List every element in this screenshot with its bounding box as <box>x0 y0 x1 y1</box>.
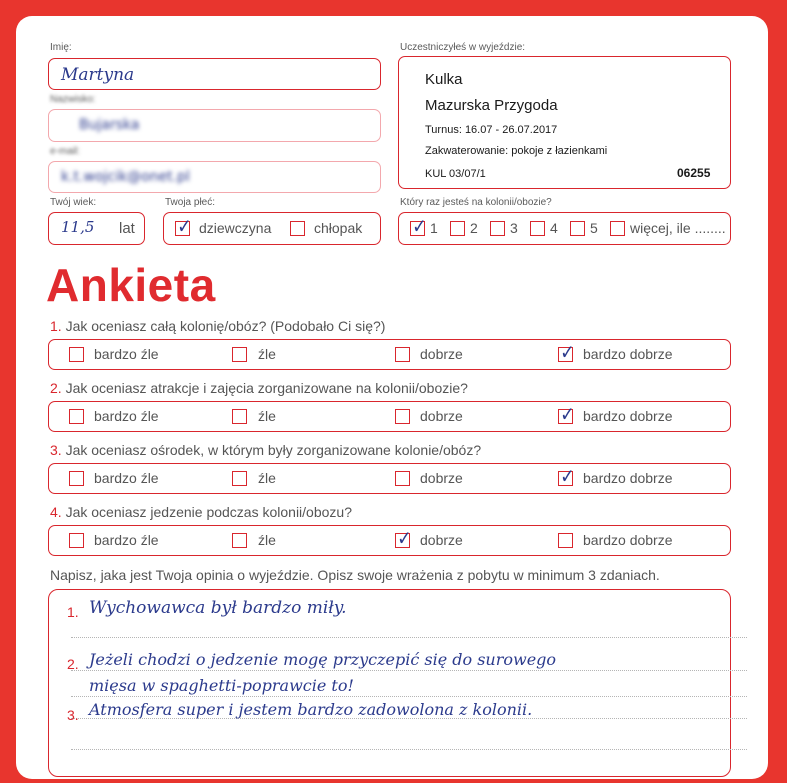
question-2-number: 2. <box>50 380 62 396</box>
opinion-text-1: Wychowawca był bardzo miły. <box>89 598 347 618</box>
opinion-line-2 <box>71 670 747 671</box>
times-checkbox-1[interactable] <box>410 221 425 236</box>
question-1-options <box>48 339 731 370</box>
question-3-options <box>48 463 731 494</box>
q4-option-dobrze: dobrze <box>420 532 463 548</box>
email-label: e-mail: <box>50 146 81 157</box>
times-option-5: 5 <box>590 220 598 236</box>
q4-checkbox-zle[interactable] <box>232 533 247 548</box>
survey-title: Ankieta <box>46 259 216 311</box>
question-4-text: Jak oceniasz jedzenie podczas kolonii/obozu? <box>65 504 352 520</box>
q3-checkbox-zle[interactable] <box>232 471 247 486</box>
q2-option-dobrze: dobrze <box>420 408 463 424</box>
age-unit: lat <box>119 220 135 237</box>
q3-option-bardzo-dobrze: bardzo dobrze <box>583 470 673 486</box>
times-label: Który raz jesteś na kolonii/obozie? <box>400 197 552 208</box>
age-label: Twój wiek: <box>50 197 97 208</box>
q2-option-zle: źle <box>258 408 276 424</box>
gender-label: Twoja płeć: <box>165 197 216 208</box>
surname-value: Bujarska <box>79 117 140 133</box>
age-field[interactable] <box>48 212 145 245</box>
name-field[interactable] <box>48 58 381 90</box>
opinion-textarea[interactable] <box>48 589 731 777</box>
q3-option-bardzo-zle: bardzo źle <box>94 470 159 486</box>
trip-number: 06255 <box>677 166 711 180</box>
age-value: 11,5 <box>61 218 95 236</box>
q1-option-bardzo-dobrze: bardzo dobrze <box>583 346 673 362</box>
gender-field <box>163 212 381 245</box>
q4-checkbox-bardzo-dobrze[interactable] <box>558 533 573 548</box>
question-3 <box>50 442 481 458</box>
opinion-line-3 <box>71 696 747 697</box>
opinion-line-1 <box>71 637 747 638</box>
q1-option-zle: źle <box>258 346 276 362</box>
question-2-text: Jak oceniasz atrakcje i zajęcia zorganizowane na kolonii/obozie? <box>65 380 468 396</box>
times-field <box>398 212 731 245</box>
q3-checkbox-bardzo-zle[interactable] <box>69 471 84 486</box>
times-option-more: więcej, ile ........ <box>630 220 726 236</box>
opinion-text-2a: Jeżeli chodzi o jedzenie mogę przyczepić się do surowego <box>89 650 557 669</box>
surname-label: Nazwisko: <box>50 94 96 105</box>
q2-checkbox-dobrze[interactable] <box>395 409 410 424</box>
q2-checkbox-zle[interactable] <box>232 409 247 424</box>
trip-box <box>398 56 731 189</box>
times-checkbox-4[interactable] <box>530 221 545 236</box>
q1-option-dobrze: dobrze <box>420 346 463 362</box>
times-checkbox-3[interactable] <box>490 221 505 236</box>
trip-line2: Mazurska Przygoda <box>425 97 558 114</box>
email-value: k.t.wojcik@onet.pl <box>61 169 190 185</box>
q4-option-bardzo-dobrze: bardzo dobrze <box>583 532 673 548</box>
trip-accommodation: Zakwaterowanie: pokoje z łazienkami <box>425 145 608 157</box>
gender-checkbox-girl[interactable] <box>175 221 190 236</box>
q4-option-zle: źle <box>258 532 276 548</box>
question-3-text: Jak oceniasz ośrodek, w którym były zorganizowane kolonie/obóz? <box>65 442 482 458</box>
question-1 <box>50 318 385 334</box>
q1-checkbox-bardzo-dobrze[interactable] <box>558 347 573 362</box>
times-checkbox-more[interactable] <box>610 221 625 236</box>
q4-checkbox-bardzo-zle[interactable] <box>69 533 84 548</box>
question-4 <box>50 504 352 520</box>
times-option-4: 4 <box>550 220 558 236</box>
q1-checkbox-dobrze[interactable] <box>395 347 410 362</box>
surname-field[interactable] <box>48 109 381 142</box>
times-option-2: 2 <box>470 220 478 236</box>
q3-option-zle: źle <box>258 470 276 486</box>
trip-label: Uczestniczyłeś w wyjeździe: <box>400 42 526 53</box>
gender-option-boy: chłopak <box>314 220 363 236</box>
trip-line1: Kulka <box>425 71 463 88</box>
name-label: Imię: <box>50 42 72 53</box>
survey-sheet <box>16 16 768 779</box>
q1-checkbox-zle[interactable] <box>232 347 247 362</box>
q2-checkbox-bardzo-dobrze[interactable] <box>558 409 573 424</box>
name-value: Martyna <box>61 65 135 85</box>
opinion-number-2: 2. <box>67 656 79 672</box>
question-4-number: 4. <box>50 504 62 520</box>
opinion-number-3: 3. <box>67 707 79 723</box>
trip-code: KUL 03/07/1 <box>425 168 486 180</box>
q3-checkbox-dobrze[interactable] <box>395 471 410 486</box>
q3-option-dobrze: dobrze <box>420 470 463 486</box>
q4-option-bardzo-zle: bardzo źle <box>94 532 159 548</box>
question-4-options <box>48 525 731 556</box>
q2-checkbox-bardzo-zle[interactable] <box>69 409 84 424</box>
q2-option-bardzo-zle: bardzo źle <box>94 408 159 424</box>
times-option-1: 1 <box>430 220 438 236</box>
trip-turnus: Turnus: 16.07 - 26.07.2017 <box>425 124 558 136</box>
question-1-number: 1. <box>50 318 62 334</box>
opinion-line-5 <box>71 749 747 750</box>
times-checkbox-5[interactable] <box>570 221 585 236</box>
times-option-3: 3 <box>510 220 518 236</box>
question-3-number: 3. <box>50 442 62 458</box>
q1-option-bardzo-zle: bardzo źle <box>94 346 159 362</box>
gender-option-girl: dziewczyna <box>199 220 272 236</box>
email-field[interactable] <box>48 161 381 193</box>
q1-checkbox-bardzo-zle[interactable] <box>69 347 84 362</box>
question-2-options <box>48 401 731 432</box>
times-checkbox-2[interactable] <box>450 221 465 236</box>
opinion-text-2b: mięsa w spaghetti-poprawcie to! <box>89 676 354 695</box>
q3-checkbox-bardzo-dobrze[interactable] <box>558 471 573 486</box>
opinion-prompt: Napisz, jaka jest Twoja opinia o wyjeździe. Opisz swoje wrażenia z pobytu w minimum 3 zdaniach. <box>50 567 660 583</box>
gender-checkbox-boy[interactable] <box>290 221 305 236</box>
opinion-number-1: 1. <box>67 604 79 620</box>
question-2 <box>50 380 468 396</box>
q4-checkbox-dobrze[interactable] <box>395 533 410 548</box>
question-1-text: Jak oceniasz całą kolonię/obóz? (Podobało Ci się?) <box>65 318 386 334</box>
q2-option-bardzo-dobrze: bardzo dobrze <box>583 408 673 424</box>
opinion-text-3: Atmosfera super i jestem bardzo zadowolona z kolonii. <box>89 700 533 719</box>
